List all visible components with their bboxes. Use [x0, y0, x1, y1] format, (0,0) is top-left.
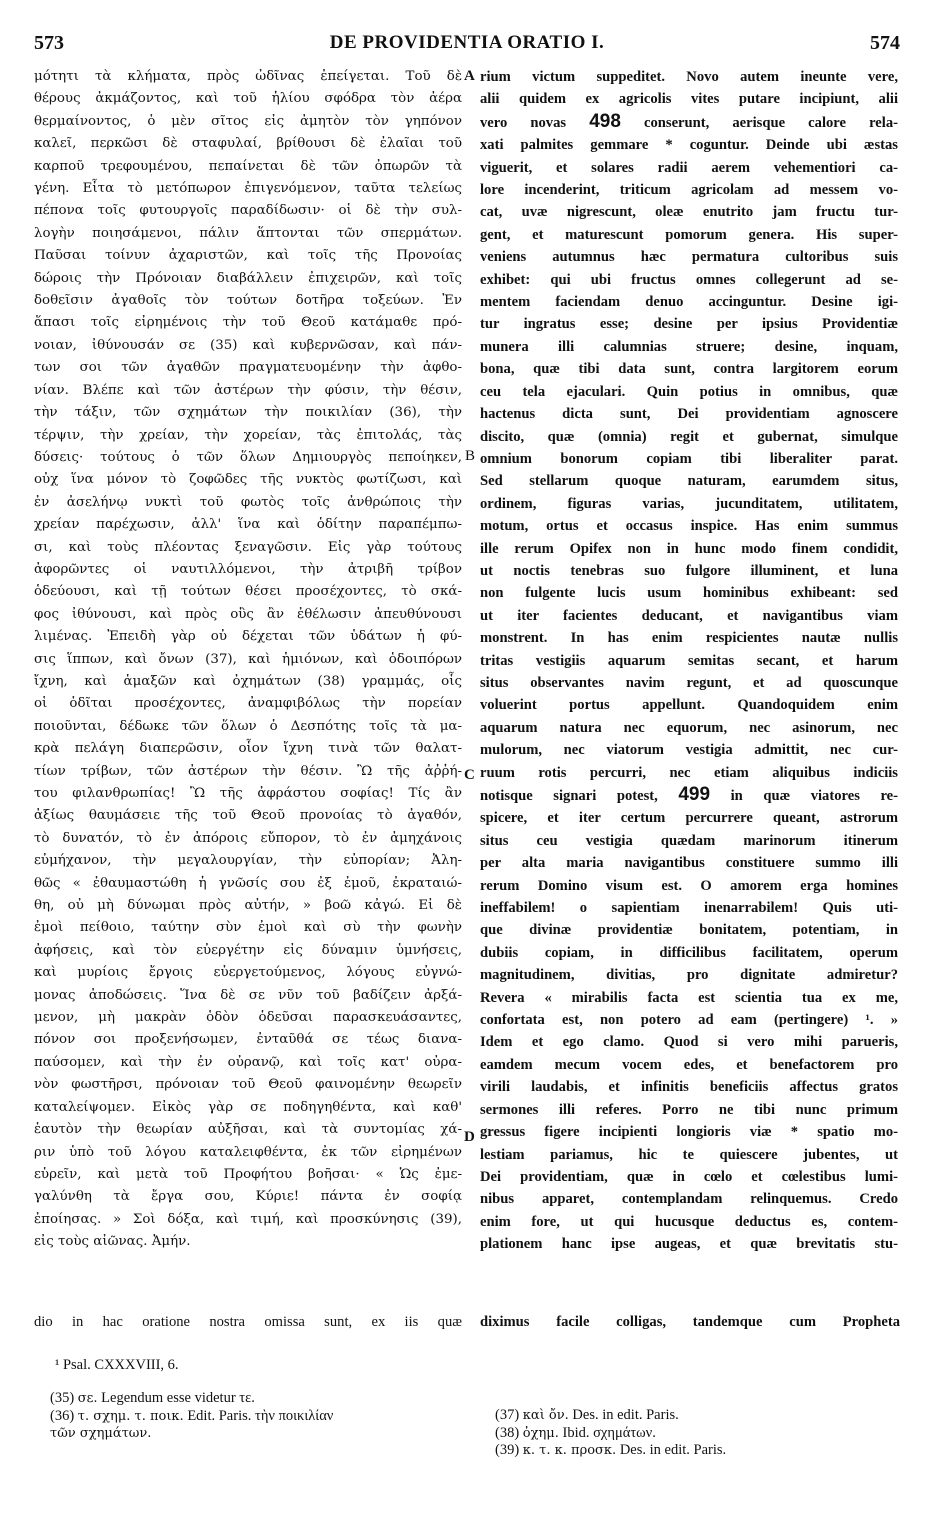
greek-line: σι, καὶ τοὺς πλέοντας ξεναγῶσιν. Εἰς γὰρ τούτους [34, 539, 462, 555]
greek-line: λιμένας. Ἐπειδὴ γὰρ οὐ δέχεται τῶν ὑδάτων ἡ φύ- [34, 629, 462, 645]
footnote-number: (39) [495, 1442, 520, 1458]
latin-line: Idem et ego clamo. Quod si vero mihi parueris, [480, 1034, 898, 1051]
greek-line: θέρους ἀκμάζοντος, καὶ τοῦ ἡλίου σφόδρα τὸν ἀέρα [34, 91, 462, 107]
column-number: 499 [678, 784, 711, 805]
greek-line: θῶς « ἐθαυμαστώθη ἡ γνῶσίς σου ἐξ ἐμοῦ, ἐκραταιώ- [34, 875, 462, 891]
greek-line: τὴν τάξιν, τῶν σχημάτων τὴν ποικιλίαν (36), τὴν [34, 405, 462, 421]
greek-line: Παῦσαι τοίνυν ἀχαριστῶν, καὶ τοῖς τῆς Προνοίας [34, 248, 462, 264]
greek-line: μότητι τὰ κλήματα, πρὸς ὠδῖνας ἐπείγεται. Τοῦ δὲ [34, 69, 462, 84]
section-marker-a: A [464, 68, 475, 84]
page-number-left: 573 [34, 32, 64, 54]
latin-line: motum, ortus et occasus inspice. Has enim summus [480, 518, 898, 535]
closing-line-left: dio in hac oratione nostra omissa sunt, ex iis quæ [34, 1314, 462, 1330]
latin-line: Revera « mirabilis facta est scientia tua ex me, [480, 989, 898, 1006]
column-number: 498 [589, 110, 621, 132]
latin-line-segment: vero novas [480, 114, 567, 131]
section-marker-b: B [465, 448, 476, 464]
greek-line: εὐμήχανον, τὴν μεγαλουργίαν, τὴν εὐπορίαν; Ἀλη- [34, 853, 462, 869]
greek-text-column [34, 66, 462, 1254]
greek-line: μονας ἀποδώσεις. Ἵνα δὲ σε νῦν τοῦ βαδίζειν ἀρξά- [34, 987, 462, 1003]
footnote [50, 1390, 470, 1408]
latin-line: gent, et maturescunt pomorum genera. His super- [480, 226, 898, 243]
latin-line: viguerit, et solares radii aerem vehementiori ca- [480, 159, 898, 176]
latin-line: eamdem mecum vocem edes, et benefactorem pro [480, 1056, 898, 1073]
latin-line: alii quidem ex agricolis vites putare incipiunt, alii [480, 91, 898, 108]
footnote [495, 1425, 895, 1443]
greek-line: ποιοῦνται, δέδωκε τῶν ὅλων ὁ Δεσπότης τοῖς τὰ μα- [34, 718, 462, 734]
section-marker-c: C [464, 767, 475, 783]
latin-line: virili laudabis, et infinitis beneficiis affectus gratos [480, 1079, 898, 1096]
greek-line: καρποῦ τρεφουμένου, πεπαίνεται δὲ τῶν ὀπωρῶν τὰ [34, 158, 462, 174]
greek-line: καλεῖ, περκῶσι δὲ σταφυλαί, βρίθουσι δὲ ἐλαῖαι τοῦ [34, 136, 462, 152]
greek-line: τέρψιν, τὴν χρείαν, τὴν χορείαν, τὰς ἐπιτολάς, τὰς [34, 427, 462, 443]
latin-line: mentem faciendam denuo accinguntur. Desine igi- [480, 294, 898, 311]
footnote [50, 1408, 470, 1426]
latin-line: lestiam pariamus, hic te quiescere jubentes, ut [480, 1146, 898, 1163]
latin-line: situs ceu vestigia quædam marinorum itinerum [480, 832, 898, 849]
greek-line: λογὴν ποιησάμενοι, πάλιν ἅπτονται τῶν σπερμάτων. [34, 225, 462, 241]
latin-line: Dei providentiam, quæ in cœlo et cœlestibus lumi- [480, 1168, 898, 1185]
greek-line: μενον, μὴ μακρὰν ὁδὸν ὁδεῦσαι παρασκευάσαντες, [34, 1010, 462, 1026]
greek-line: νίαν. Βλέπε καὶ τῶν ἀστέρων τὴν φύσιν, τὴν θέσιν, [34, 382, 462, 398]
greek-line: τίων τρίβων, τῶν ἀστέρων τὴν θέσιν. Ὢ τῆς ἀῤῥή- [34, 763, 462, 779]
latin-line: plationem hanc ipse augeas, et quæ brevitatis stu- [480, 1236, 898, 1253]
latin-line: ut iter facientes deducant, et navigantibus viam [480, 607, 898, 624]
greek-line: εἰς τοὺς αἰῶνας. Ἀμήν. [34, 1234, 191, 1250]
greek-line: εὑρεῖν, καὶ μετὰ τοῦ Προφήτου βοῆσαι· « Ὡς ἐμε- [34, 1166, 462, 1182]
latin-line-segment: conserunt, aerisque calore rela- [644, 114, 898, 131]
latin-line: gressus figere incipienti longioris viæ * spatio mo- [480, 1124, 898, 1141]
greek-line: ἴχνη, καὶ ἁμαξῶν καὶ ὀχημάτων (38) γραμμάς, οἷς [34, 673, 462, 689]
footnote-greek: τ. σχημ. τ. ποικ. [77, 1408, 184, 1424]
greek-line: κρὰ πελάγη διαπερῶσιν, οἷον ἴχνη τινὰ τῶν θαλατ- [34, 741, 462, 757]
greek-line: θη, οὐ μὴ δύνωμαι πρὸς αὐτήν, » βοῶ κἀγώ. Εἰ δὲ [34, 898, 462, 914]
greek-line: πέπονα τοῖς φυτουργοῖς παραδίδωσιν· οἱ δὲ τὴν συλ- [34, 203, 462, 219]
page-header [34, 32, 900, 62]
latin-line: per alta maria navigantibus constituere summo illi [480, 855, 898, 872]
greek-line: ἀξίως θαυμάσειε τῆς τοῦ Θεοῦ προνοίας τὸ ἀγαθόν, [34, 808, 462, 824]
latin-line: veniens autumnus hæc permatura cultoribus suis [480, 249, 898, 266]
latin-line: nibus apparet, contemplandam relinquemus. Credo [480, 1191, 898, 1208]
greek-line: δώροις τὴν Πρόνοιαν διαβάλλειν ἐπιχειρῶν, καὶ τοῖς [34, 270, 462, 286]
latin-line-segment: notisque signari potest, [480, 788, 658, 804]
greek-line: ριν ὑπὸ τοῦ λόγου καταλειφθέντα, ἐκ τῶν εἰρημένων [34, 1144, 462, 1160]
footnote [495, 1442, 895, 1460]
greek-line: πόνον σοι προξενήσωμεν, ἐνταῦθά σε τέως διανα- [34, 1032, 462, 1048]
greek-line: ἐποίησας. » Σοὶ δόξα, καὶ τιμή, καὶ προσκύνησις (39), [34, 1211, 462, 1227]
greek-line: χρείαν παρέχωσιν, ἀλλ' ἵνα καὶ ὁδίτην παραπέμπω- [34, 517, 462, 533]
latin-line: situs observantes navim regunt, et ad quoscunque [480, 674, 898, 691]
latin-line: dubiis copiam, in difficilibus facilitatem, operum [480, 944, 898, 961]
greek-line: τὸ δυνατόν, τὸ ἐν ἀπόροις εὔπορον, τὸ ἐν ἀμηχάνοις [34, 830, 462, 846]
latin-line: aquarum natura nec equorum, nec asinorum, nec [480, 719, 898, 736]
latin-line-with-column-number [480, 111, 898, 134]
greek-line: οἱ ὁδῖται προσέχοντες, ἀναμφιβόλως τὴν πορείαν [34, 696, 462, 712]
footnote [50, 1425, 470, 1443]
footnote-greek: ὀχημ. [522, 1425, 559, 1441]
latin-line: Sed stellarum quoque naturam, earumdem situs, [480, 473, 898, 490]
running-title: DE PROVIDENTIA ORATIO I. [329, 32, 605, 53]
greek-line: φος ἰθύνουσι, καὶ πρὸς οὓς ἂν ἐθέλωσιν ἀπευθύνουσι [34, 606, 462, 622]
closing-line-right: diximus facile colligas, tandemque cum Propheta [480, 1314, 900, 1330]
greek-line: δύσεις· τούτους ὁ τῶν ὅλων Δημιουργὸς πεποίηκεν, [34, 449, 462, 465]
greek-line: γένη. Εἶτα τὸ μετόπωρον ἐπιγενόμενον, ταῦτα τελείως [34, 181, 462, 197]
latin-line: ruum rotis percurri, nec etiam aliquibus indiciis [480, 764, 898, 781]
greek-line: καὶ μυρίοις ἔργοις εὐεργετούμενος, λόγους εὐγνώ- [34, 965, 462, 981]
footnote-number: (38) [495, 1424, 520, 1441]
section-marker-d: D [464, 1129, 475, 1145]
footnote-number: (37) [495, 1407, 520, 1423]
footnote [495, 1407, 895, 1425]
footnote-text: Des. in edit. Paris. [572, 1407, 679, 1423]
latin-line: ut noctis tenebras suo fulgore illuminent, et luna [480, 562, 898, 579]
latin-line: exhibet: qui ubi fructus omnes collegerunt ad se- [480, 271, 898, 288]
greek-line: δοθεῖσιν ἀγαθοῖς τὸν τούτων δοτῆρα τοξεύων. Ἐν [34, 293, 462, 309]
latin-line: magnitudinem, divitias, pro dignitate admiretur? [480, 967, 898, 984]
latin-line: ille rerum Opifex non in hunc modo finem condidit, [480, 540, 898, 557]
greek-line: καταλείψομεν. Εἰκὸς γὰρ σε ποδηγηθέντα, καὶ καθ' [34, 1099, 462, 1115]
latin-line: ineffabilem! o sapientiam inenarrabilem! Quis uti- [480, 900, 898, 917]
latin-line: ordinem, figuras varias, jucunditatem, utilitatem, [480, 495, 898, 512]
greek-line: παύσομεν, καὶ τὴν ἐν οὐρανῷ, καὶ τοῖς κατ' οὐρα- [34, 1054, 462, 1070]
greek-line: νὸν φωστῆρσι, πρόνοιαν τοῦ Θεοῦ φαινομένην θεωρεῖν [34, 1077, 462, 1093]
greek-line: νοιαν, ἰθύνουσάν σε (35) καὶ κυβερνῶσαν, καὶ πάν- [34, 337, 462, 353]
footnote-text: Ibid. σχημάτων. [562, 1424, 656, 1441]
greek-line: ἀφήσεις, καὶ τὸν εὐεργέτην εἰς δύναμιν ὑμνήσεις, [34, 942, 462, 958]
greek-line: των σοι τῶν ἀγαθῶν πραγματευομένην τὴν ἀφθο- [34, 360, 462, 376]
footnote-greek: τῶν σχημάτων. [50, 1426, 152, 1441]
footnotes-left [50, 1390, 470, 1443]
greek-line: ἅπασι τοῖς εἰρημένοις τὴν τοῦ Θεοῦ κατάμαθε πρό- [34, 315, 462, 331]
latin-line: tur ingratus esse; desine per ipsius Providentiæ [480, 316, 898, 333]
latin-line-with-column-number [480, 784, 898, 807]
latin-line: monstrent. In has enim respicientes nautæ nullis [480, 630, 898, 647]
greek-line: ἀφορῶντες οἱ ναυτιλλόμενοι, τὴν ἀτριβῆ τρίβον [34, 561, 462, 577]
latin-text-column [480, 66, 898, 1256]
footnote-greek: σε. [77, 1391, 98, 1406]
latin-line: voluerint portus appellunt. Quandoquidem enim [480, 697, 898, 714]
greek-line: σις ἵππων, καὶ ὄνων (37), καὶ ἡμιόνων, καὶ ὁδοιπόρων [34, 651, 462, 667]
latin-line: munera illi calumnias struere; desine, inquam, [480, 338, 898, 355]
latin-line: que divinæ providentiæ bonitatem, potentiam, in [480, 922, 898, 939]
closing-line [34, 1314, 900, 1340]
latin-line: cat, uvæ nigrescunt, oleæ enutrito jam fructu tur- [480, 204, 898, 221]
latin-line: omnium bonorum copiam tibi liberaliter parat. [480, 450, 898, 467]
footnote-greek: καὶ ὄν. [522, 1408, 569, 1423]
footnote-number: (36) [50, 1407, 75, 1424]
latin-line: hactenus dicta sunt, Dei providentiam agnoscere [480, 406, 898, 423]
greek-line: θερμαίνοντος, ὁ μὲν σῖτος εἰς ἀμητὸν τὸν γηπόνον [34, 113, 462, 129]
greek-line: ἐμοὶ πείθοιο, ταύτην σὺν ἐμοὶ καὶ σὺ τὴν φωνὴν [34, 920, 462, 936]
latin-line: rerum Domino visum est. O amorem erga homines [480, 877, 898, 894]
latin-line: sermones illi referes. Porro ne tibi nunc primum [480, 1101, 898, 1118]
greek-line: γαλύνθη τὰ ἔργα σου, Κύριε! πάντα ἐν σοφίᾳ [34, 1189, 462, 1205]
latin-line: confortata est, non potero ad eam (pertingere) ¹. » [480, 1012, 898, 1029]
latin-line: enim fore, ut qui hucusque deductus es, contem- [480, 1213, 898, 1230]
footnote-text: Des. in edit. Paris. [619, 1442, 727, 1458]
latin-line: mulorum, nec viatorum vestigia admittit, nec cur- [480, 742, 898, 759]
latin-line: xati palmites gemmare * coguntur. Deinde ubi æstas [480, 137, 898, 154]
greek-line: ἐν ἀσελήνῳ νυκτὶ τοῦ φωτὸς τοῖς ἀνθρώποις τὴν [34, 494, 462, 510]
scripture-reference: ¹ Psal. CXXXVIII, 6. [55, 1357, 179, 1373]
latin-line: non fulgente lucis usum hominibus exhibeant: sed [480, 585, 898, 602]
latin-line: ceu tela ejaculari. Quin potius in omnibus, quæ [480, 383, 898, 400]
greek-line: του φιλανθρωπίας! Ὢ τῆς ἀφράστου σοφίας! Τίς ἂν [34, 786, 462, 801]
footnote-text: Legendum esse videtur τε. [101, 1390, 255, 1406]
latin-line: bona, quæ tibi data sunt, contra largitorem eorum [480, 361, 898, 378]
greek-line: οὐχ ἵνα μόνον τὸ ζοφῶδες τῆς νυκτὸς φωτίζωσι, καὶ [34, 472, 462, 488]
latin-line: tritas vestigiis aquarum semitas secant, et harum [480, 652, 898, 669]
latin-line: lore incenderint, triticum agricolam ad messem vo- [480, 182, 898, 199]
latin-line: spicere, et iter certum percurrere queant, astrorum [480, 810, 898, 827]
footnote-number: (35) [50, 1390, 75, 1406]
greek-line: ὁδεύουσι, καὶ τῇ τούτων θέσει προσέχοντες, τὸ σκά- [34, 584, 462, 600]
latin-line-segment: in quæ viatores re- [730, 788, 898, 804]
footnote-greek: κ. τ. κ. προσκ. [522, 1443, 617, 1458]
footnote-text: Edit. Paris. τὴν ποικιλίαν [187, 1407, 334, 1424]
footnotes-right [495, 1407, 895, 1460]
latin-line: discito, quæ (omnia) regit et gubernat, simulque [480, 428, 898, 445]
page-number-right: 574 [870, 32, 900, 54]
greek-line: ἑαυτὸν τὴν θεωρίαν αὐξῆσαι, καὶ τὰ συντομίας χά- [34, 1122, 462, 1138]
latin-line: rium victum suppeditet. Novo autem ineunte vere, [480, 69, 898, 85]
